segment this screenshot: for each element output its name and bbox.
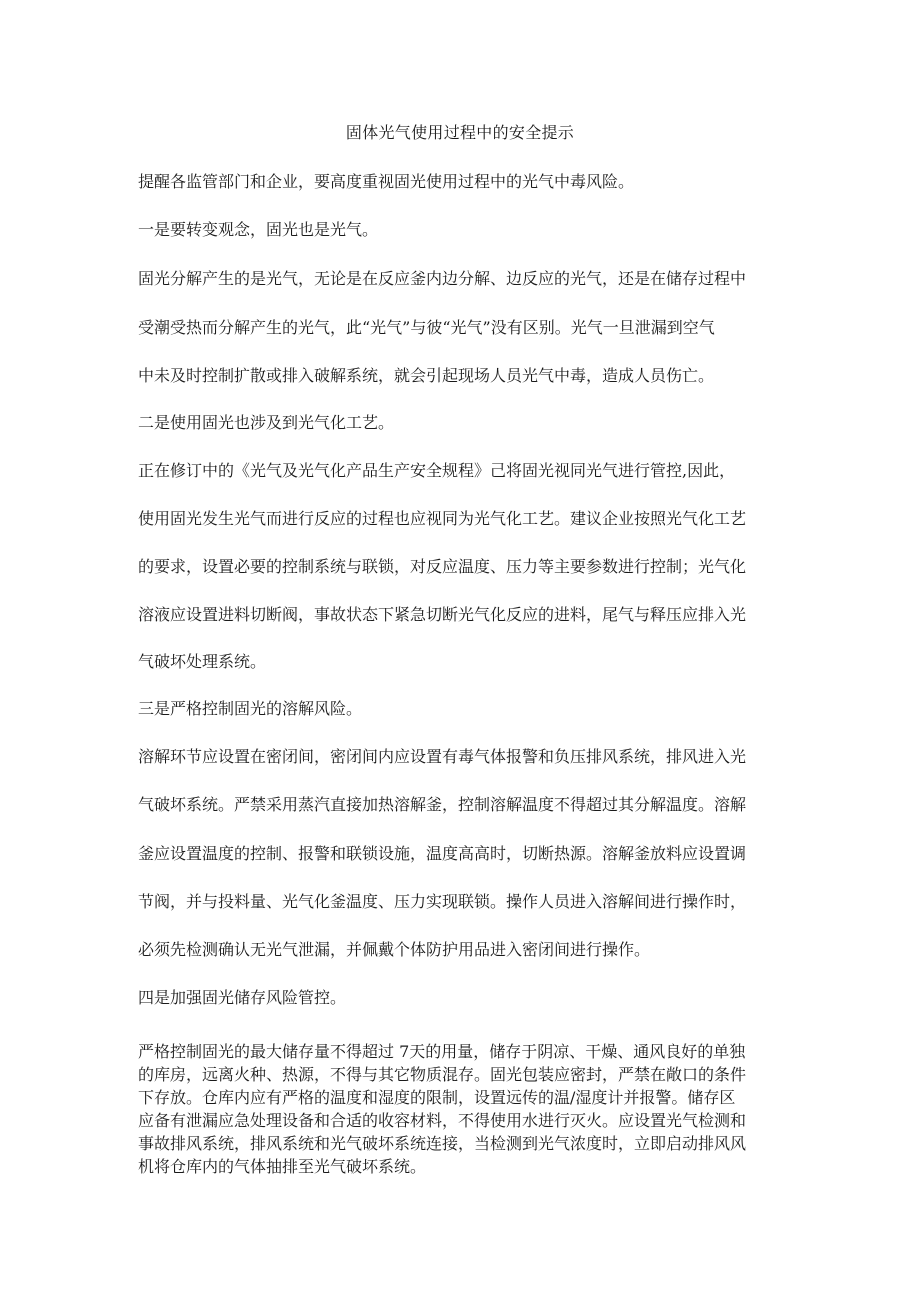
section-3-line: 必须先检测确认无光气泄漏，并佩戴个体防护用品进入密闭间进行操作。 [138, 940, 651, 959]
section-4-line: 的库房，远离火种、热源，不得与其它物质混存。固光包装应密封，严禁在敞口的条件 [138, 1065, 747, 1084]
section-2-line: 气破坏处理系统。 [138, 652, 267, 671]
section-4-line: 严格控制固光的最大储存量不得超过 7天的用量，储存于阴凉、干燥、通风良好的单独 [138, 1042, 746, 1061]
document-title: 固体光气使用过程中的安全提示 [345, 123, 575, 142]
section-4-line: 事故排风系统，排风系统和光气破坏系统连接，当检测到光气浓度时，立即启动排风风 [138, 1134, 747, 1153]
section-3-line: 溶解环节应设置在密闭间，密闭间内应设置有毒气体报警和负压排风系统，排风进入光 [138, 747, 747, 766]
section-1-line: 受潮受热而分解产生的光气，此“光气”与彼“光气”没有区别。光气一旦泄漏到空气 [138, 318, 715, 337]
section-1-line: 中未及时控制扩散或排入破解系统，就会引起现场人员光气中毒，造成人员伤亡。 [138, 366, 715, 385]
section-2-line: 的要求，设置必要的控制系统与联锁，对反应温度、压力等主要参数进行控制；光气化 [138, 557, 747, 576]
section-2-line: 正在修订中的《光气及光气化产品生产安全规程》己将固光视同光气进行管控,因此， [138, 461, 736, 480]
section-3-line: 釜应设置温度的控制、报警和联锁设施，温度高高时，切断热源。溶解釜放料应设置调 [138, 844, 747, 863]
section-3-heading: 三是严格控制固光的溶解风险。 [138, 699, 363, 718]
section-1-heading: 一是要转变观念，固光也是光气。 [138, 220, 379, 239]
section-4-line: 机将仓库内的气体抽排至光气破坏系统。 [138, 1157, 427, 1176]
section-4-line: 下存放。仓库内应有严格的温度和湿度的限制，设置远传的温/湿度计并报警。储存区 [138, 1088, 736, 1107]
section-4-heading: 四是加强固光储存风险管控。 [138, 988, 347, 1007]
section-2-line: 使用固光发生光气而进行反应的过程也应视同为光气化工艺。建议企业按照光气化工艺 [138, 509, 747, 528]
intro-paragraph: 提醒各监管部门和企业，要高度重视固光使用过程中的光气中毒风险。 [138, 172, 635, 191]
section-4-line: 应备有泄漏应急处理设备和合适的收容材料，不得使用水进行灭火。应设置光气检测和 [138, 1111, 747, 1130]
section-2-heading: 二是使用固光也涉及到光气化工艺。 [138, 413, 395, 432]
section-2-line: 溶液应设置进料切断阀，事故状态下紧急切断光气化反应的进料，尾气与释压应排入光 [138, 605, 747, 624]
section-3-line: 气破坏系统。严禁采用蒸汽直接加热溶解釜，控制溶解温度不得超过其分解温度。溶解 [138, 795, 747, 814]
section-1-line: 固光分解产生的是光气，无论是在反应釜内边分解、边反应的光气，还是在储存过程中 [138, 269, 747, 288]
section-3-line: 节阀，并与投料量、光气化釜温度、压力实现联锁。操作人员进入溶解间进行操作时， [138, 892, 747, 911]
